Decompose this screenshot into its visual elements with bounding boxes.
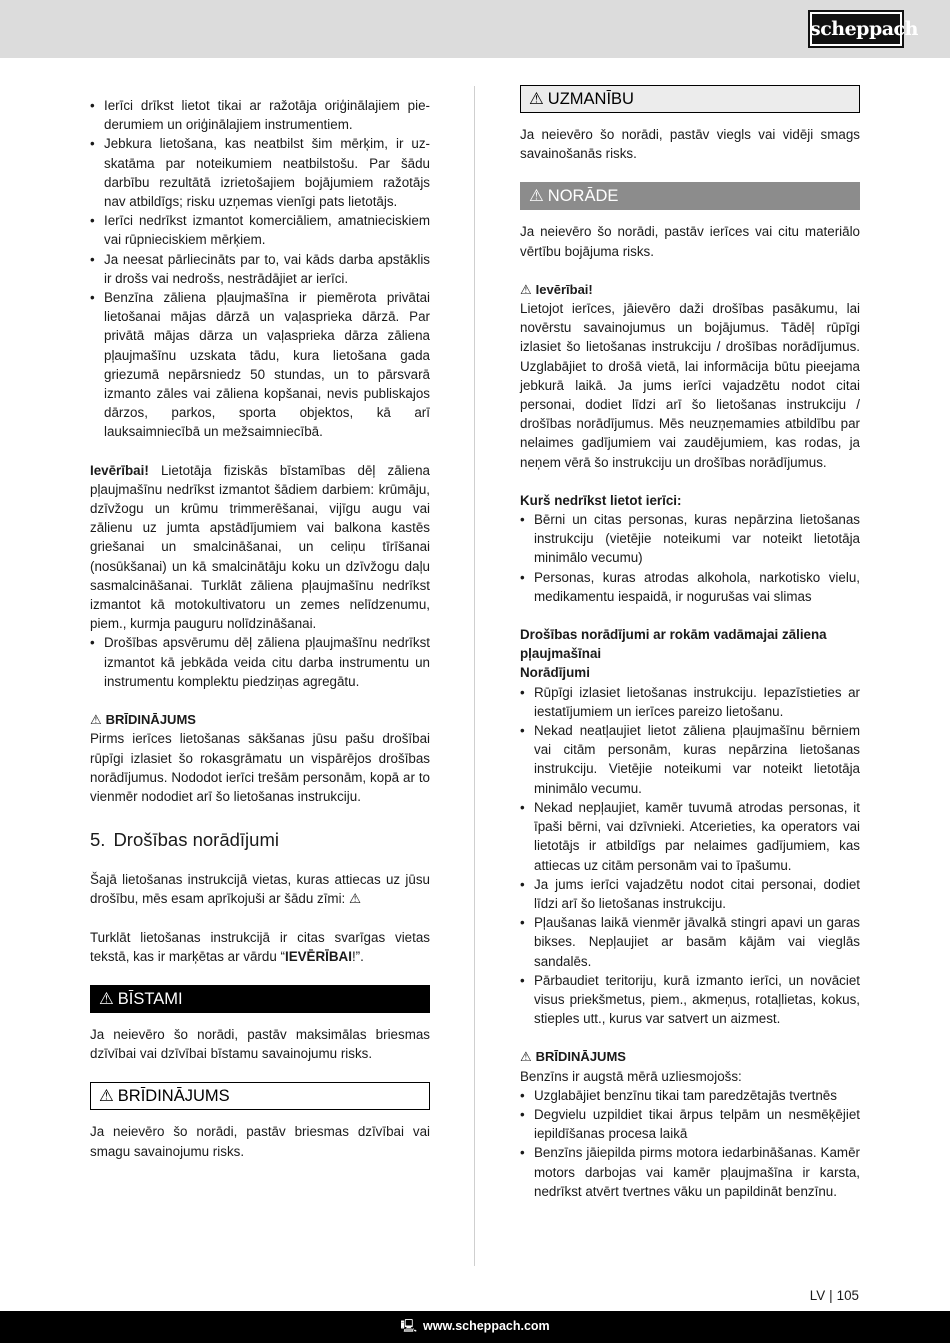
caution-box: ⚠ UZMANĪBU [520,85,860,113]
safety-heading: Drošības norādījumi ar rokām vadāmajai zāliena pļaujmašīnai [520,627,827,662]
notice-text: Ja neievēro šo norādi, pastāv ierīces vai citu materiālo vērtību bojājuma risks. [520,224,860,259]
list-item: • Personas, kuras atrodas alkohola, narkotisko vielu, medikamentu iespaidā, ir nogurušas vai slimas [520,568,860,606]
list-item: • Rūpīgi izlasiet lietošanas instrukciju. Iepazīstieties ar iestatījumiem un ierīces pareizo lietošanu. [520,683,860,721]
scheppach-logo: scheppach [808,10,904,48]
website-link[interactable]: www.scheppach.com [423,1319,550,1333]
page-number: LV | 105 [809,1288,859,1303]
usage-list [90,96,430,442]
note-text: Lietotāja fiziskās bīstamības dēļ zāliena pļaujmašīnu nedrīkst izmantot šādiem darbiem: krūmāju, dzīvžogu un krūmu trimmerēšanai, vijīgu augu vai zālienu uz jumta apstādījumiem vai balkona kastēs griešanai un smalcināšanai, un celiņu tīrīšanai (nosūkšanai) un kā smalcinātāju koku un dzīvžogu daļu sasmalcināšanai. Turklāt zāliena pļaujmašīnu nedrīkst izmantot kā motokultivatoru un zemes nelīdzenumu, piem., kurmja pauguru nolīdzināšanai. [90,462,430,632]
attention-text: Lietojot ierīces, jāievēro daži drošības pasākumu, lai novērstu savainojumus un bojājumus. Tādēļ rūpīgi izlasiet šo lietošanas instrukciju / drošības norādījumus. Uzglabājiet to drošā vietā, lai informācija būtu pieejama jebkurā laikā. Ja jums ierīci vajadzētu nodot citai personai, dodiet līdzi arī šo lietošanas instrukciju / drošības norādījumus. Mēs neuzņemamies atbildību par nelaimes gadījumiem vai zaudējumiem, kas rodas, ja neņem vērā šo instrukciju un drošības norādījumus. [520,301,860,470]
list-item: • Uzglabājiet benzīnu tikai tam paredzētajās tvertnēs [520,1086,860,1105]
list-item: • Drošības apsvērumu dēļ zāliena pļaujmašīnu nedrīkst izmantot kā jebkāda veida citu darba instrumentu un instrumentu komplektu piedziņas agregātu. [90,633,430,691]
list-item: • Ja jums ierīci vajadzētu nodot citai personai, dodiet līdzi arī šo lietošanas instrukciju. [520,875,860,913]
monitor-icon: 🖳 [400,1319,418,1333]
warning-triangle-icon: ⚠ [520,281,532,297]
list-item: • Pļaušanas laikā vienmēr jāvalkā stingri apavi un garas bikses. Nepļaujiet ar basām kājām vai vieglās sandalēs. [520,913,860,971]
footer-bar [0,1311,950,1343]
fuel-list [520,1086,860,1201]
list-item: • Nekad nepļaujiet, kamēr tuvumā atrodas personas, it īpaši bērni, vai dzīvnieki. Atcerieties, ka operators vai lietotājs ir atbildīgs par nelaimes gadījumiem, kas attiecas uz citām personām vai to īpašumu. [520,798,860,875]
warning-triangle-icon: ⚠ [520,1049,532,1065]
header-bar [0,0,950,58]
safety-list [520,683,860,1029]
warning-triangle-icon: ⚠ [99,989,114,1008]
intro2-text: Turklāt lietošanas instrukcijā ir citas svarīgas vietas tekstā, kas ir marķētas ar vārdu “IEVĒRĪBAI!”. [90,929,430,964]
warning-heading: ⚠ BRĪDINĀJUMS [90,712,196,728]
list-item: • Ierīci nedrīkst izmantot komerciāliem, amatnieciskiem vai rūpnieciskiem mērķiem. [90,211,430,249]
drive-list [90,633,430,691]
fuel-warning-heading: ⚠ BRĪDINĀJUMS [520,1049,626,1065]
list-item: • Degvielu uzpildiet tikai ārpus telpām un nesmēķējiet iepildīšanas procesa laikā [520,1105,860,1143]
list-item: • Ierīci drīkst lietot tikai ar ražotāja oriģinālajiem piederumiem un oriģinālajiem instrumentiem. [90,96,430,134]
list-item: • Bērni un citas personas, kuras nepārzina lietošanas instrukciju (vietējie noteikumi var noteikt lietotāja minimālo vecumu) [520,510,860,568]
note-paragraph [90,461,430,634]
list-item: • Benzīns jāiepilda pirms motora iedarbināšanas. Kamēr motors darbojas vai kamēr pļaujmašīna ir karsta, nedrīkst atvērt tvertnes vāku un papildināt benzīnu. [520,1143,860,1201]
intro-text: Šajā lietošanas instrukcijā vietas, kuras attiecas uz jūsu drošību, mēs esam aprīkojuši ar šādu zīmi: ⚠ [90,872,430,907]
warning2-text: Ja neievēro šo norādi, pastāv briesmas dzīvībai vai smagu savainojumu risks. [90,1124,430,1159]
who-heading: Kurš nedrīkst lietot ierīci: [520,492,682,508]
warning-text: Pirms ierīces lietošanas sākšanas jūsu pašu drošībai rūpīgi izlasiet šo rokasgrāmatu un vispārējos drošības norādījumus. Nododot ierīci trešām personām, kopā ar to vienmēr nododiet arī šo lietošanas instrukciju. [90,731,430,804]
warning-triangle-icon: ⚠ [529,187,544,206]
list-item: • Benzīna zāliena pļaujmašīna ir piemērota privātai lietošanai mājas dārzā un vaļasprieka dārzā. Par privātā mājas dārza un vaļasprieka dārza zāliena pļaujmašīnu uzskata tādu, kura lietošana gada griezumā nepārsniedz 50 stundas, un to pārsvarā izmanto zāles vai zāliena kopšanai, nevis publiskajos dārzos, parkos, sporta objektos, kā arī lauksaimniecībā un mežsaimniecībā. [90,288,430,442]
list-item: • Pārbaudiet teritoriju, kurā izmanto ierīci, un novāciet visus priekšmetus, piem., akmeņus, rotaļlietas, kokus, stieples utt., kurus var satvert un aizmest. [520,971,860,1029]
warning-triangle-icon: ⚠ [90,712,102,728]
notice-box: ⚠ NORĀDE [520,182,860,210]
section-title: 5. Drošības norādījumi [90,829,279,851]
list-item: • Ja neesat pārliecināts par to, vai kāds darba apstāklis ir drošs vai nedrošs, nestrādājiet ar ierīci. [90,250,430,288]
warning-triangle-icon: ⚠ [529,90,544,108]
safety-subheading: Norādījumi [520,665,590,681]
danger-text: Ja neievēro šo norādi, pastāv maksimālas briesmas dzīvībai vai dzīvībai bīstamu savainojumu risks. [90,1026,430,1062]
fuel-warning-text: Benzīns ir augstā mērā uzliesmojošs: [520,1068,742,1084]
column-divider [474,86,475,1266]
caution-text: Ja neievēro šo norādi, pastāv viegls vai vidēji smags savainošanās risks. [520,127,860,162]
who-list [520,510,860,606]
list-item: • Nekad neatļaujiet lietot zāliena pļaujmašīnu bērniem vai citām personām, kuras nepārzina lietošanas instrukciju. Vietējie noteikumi var noteikt lietotāja minimālo vecumu. [520,721,860,798]
left-column [90,96,430,1161]
warning-box: ⚠ BRĪDINĀJUMS [90,1082,430,1110]
danger-box: ⚠ BĪSTAMI [90,985,430,1013]
warning-triangle-icon: ⚠ [99,1087,114,1106]
note-label: Ievērībai! [90,462,149,478]
right-column [520,85,860,1201]
list-item: • Jebkura lietošana, kas neatbilst šim mērķim, ir uzskatāma par noteikumiem neatbilstošu. Par šādu darbību rezultātā izrietošajiem bojājumiem ražotājs nav atbildīgs; risku uzņemas vienīgi pats lietotājs. [90,134,430,211]
attention-heading: ⚠ Ievērībai! [520,281,593,297]
